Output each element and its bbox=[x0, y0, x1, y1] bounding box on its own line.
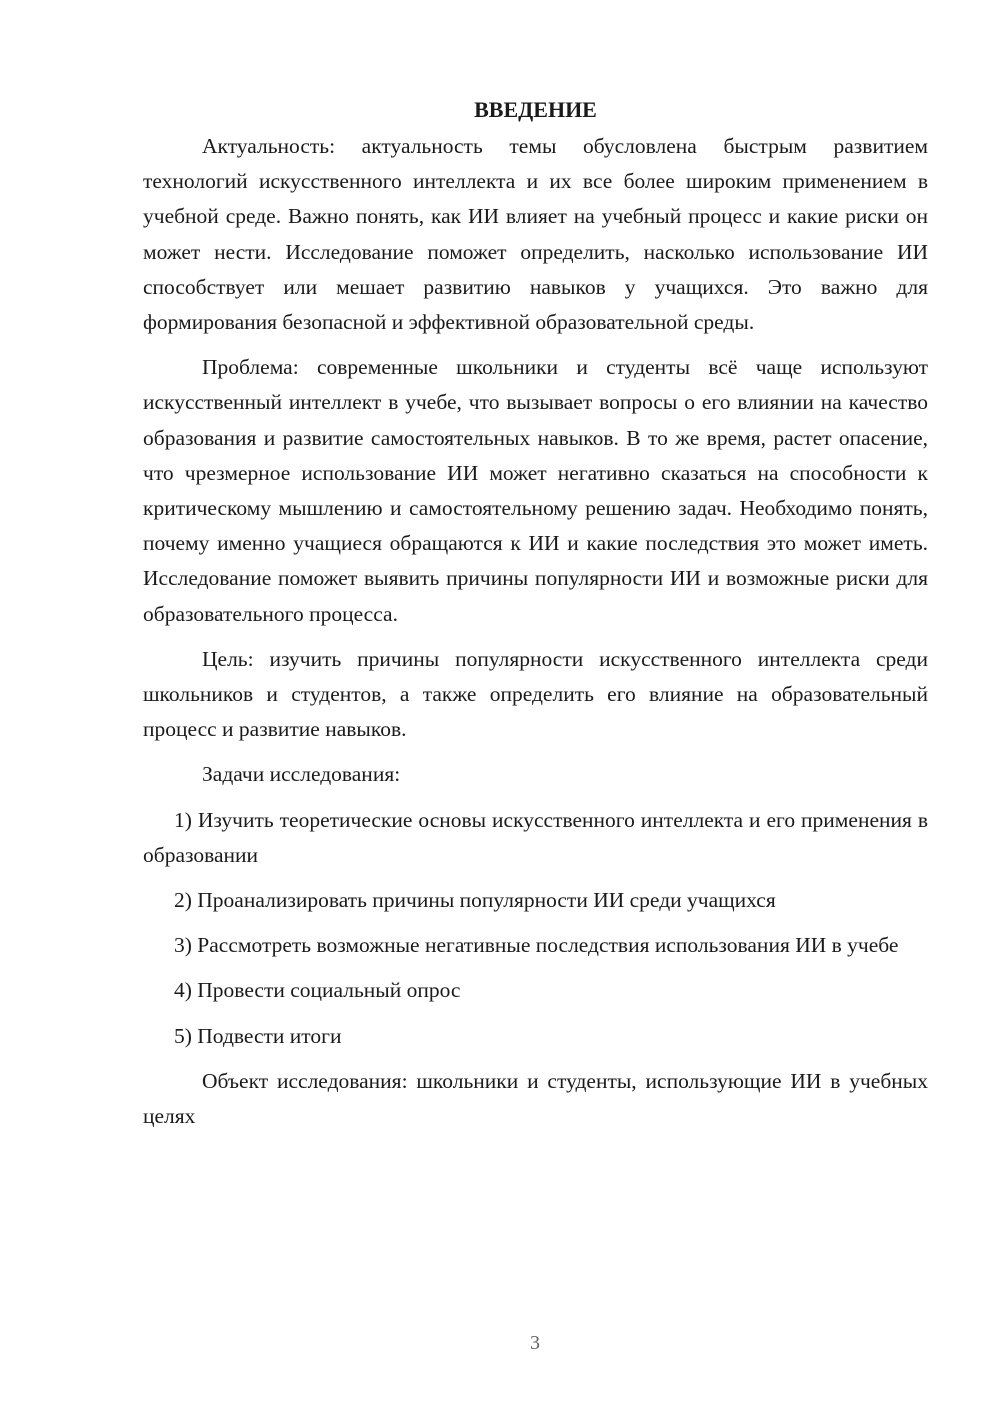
relevance-paragraph: Актуальность: актуальность темы обусловлена быстрым развитием технологий искусственного интеллекта и их все более широким применением в учебной среде. Важно понять, как ИИ влияет на учебный процесс и какие риски он может нести. Исследование поможет определить, насколько использование ИИ способствует или мешает развитию навыков у учащихся. Это важно для формирования безопасной и эффективной образовательной среды. bbox=[143, 134, 928, 335]
page-number: 3 bbox=[530, 1332, 540, 1354]
object-paragraph: Объект исследования: школьники и студенты, использующие ИИ в учебных целях bbox=[143, 1068, 928, 1129]
document-page bbox=[143, 92, 928, 1144]
task-item-4: 4) Провести социальный опрос bbox=[174, 978, 461, 1003]
goal-paragraph: Цель: изучить причины популярности искусственного интеллекта среди школьников и студентов, а также определить его влияние на образовательный процесс и развитие навыков. bbox=[143, 646, 928, 742]
page-title: ВВЕДЕНИЕ bbox=[474, 97, 597, 122]
task-item-3: 3) Рассмотреть возможные негативные последствия использования ИИ в учебе bbox=[174, 933, 899, 958]
task-item-5: 5) Подвести итоги bbox=[174, 1023, 342, 1048]
problem-paragraph: Проблема: современные школьники и студенты всё чаще используют искусственный интеллект в учебе, что вызывает вопросы о его влиянии на качество образования и развитие самостоятельных навыков. В то же время, растет опасение, что чрезмерное использование ИИ может негативно сказаться на способности к критическому мышлению и самостоятельному решению задач. Необходимо понять, почему именно учащиеся обращаются к ИИ и какие последствия это может иметь. Исследование поможет выявить причины популярности ИИ и возможные риски для образовательного процесса. bbox=[143, 355, 928, 626]
task-item-2: 2) Проанализировать причины популярности ИИ среди учащихся bbox=[174, 888, 776, 913]
task-item-1: 1) Изучить теоретические основы искусственного интеллекта и его применения в образовании bbox=[143, 807, 928, 867]
tasks-heading: Задачи исследования: bbox=[202, 762, 401, 787]
